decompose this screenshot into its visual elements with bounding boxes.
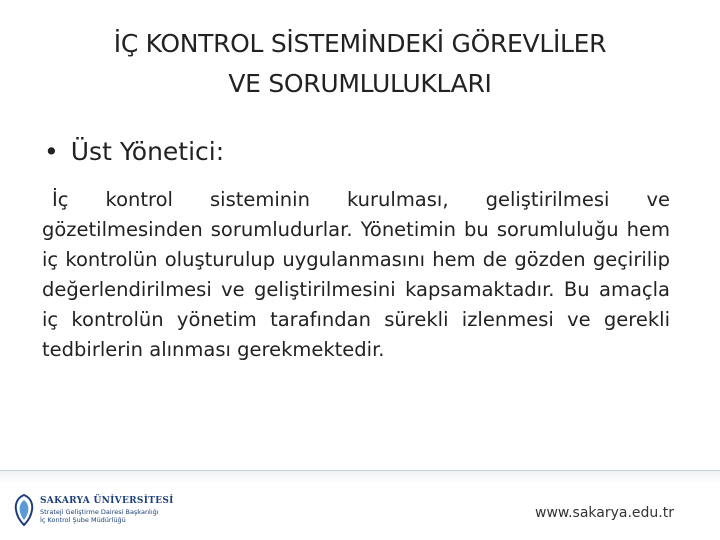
footer-divider xyxy=(0,470,720,471)
bullet-dot: • xyxy=(44,137,59,166)
logo-unit: İç Kontrol Şube Müdürlüğü xyxy=(40,516,126,524)
slide-title xyxy=(40,24,680,104)
website-link[interactable]: www.sakarya.edu.tr xyxy=(535,505,674,521)
university-emblem-icon xyxy=(12,494,36,526)
bullet-heading xyxy=(44,136,224,168)
logo-university-name: SAKARYA ÜNİVERSİTESİ xyxy=(40,496,174,506)
university-logo xyxy=(12,494,182,528)
slide-title-line-1: İÇ KONTROL SİSTEMİNDEKİ GÖREVLİLER xyxy=(113,29,607,58)
slide-title-line-2: VE SORUMLULUKLARI xyxy=(228,69,492,98)
logo-department: Strateji Geliştirme Dairesi Başkanlığı xyxy=(40,508,159,516)
bullet-heading-text: Üst Yönetici: xyxy=(70,137,225,166)
body-paragraph: İç kontrol sisteminin kurulması, geliştirilmesi ve gözetilmesinden sorumludurlar. Yönetimin bu sorumluluğu hem iç kontrolün oluşturulup uygulanmasını hem de gözden geçirilip değerlendirilmesi ve geliştirilmesini kapsamaktadır. Bu amaçla iç kontrolün yönetim tarafından sürekli izlenmesi ve gerekli tedbirlerin alınması gerekmektedir. xyxy=(42,188,670,361)
